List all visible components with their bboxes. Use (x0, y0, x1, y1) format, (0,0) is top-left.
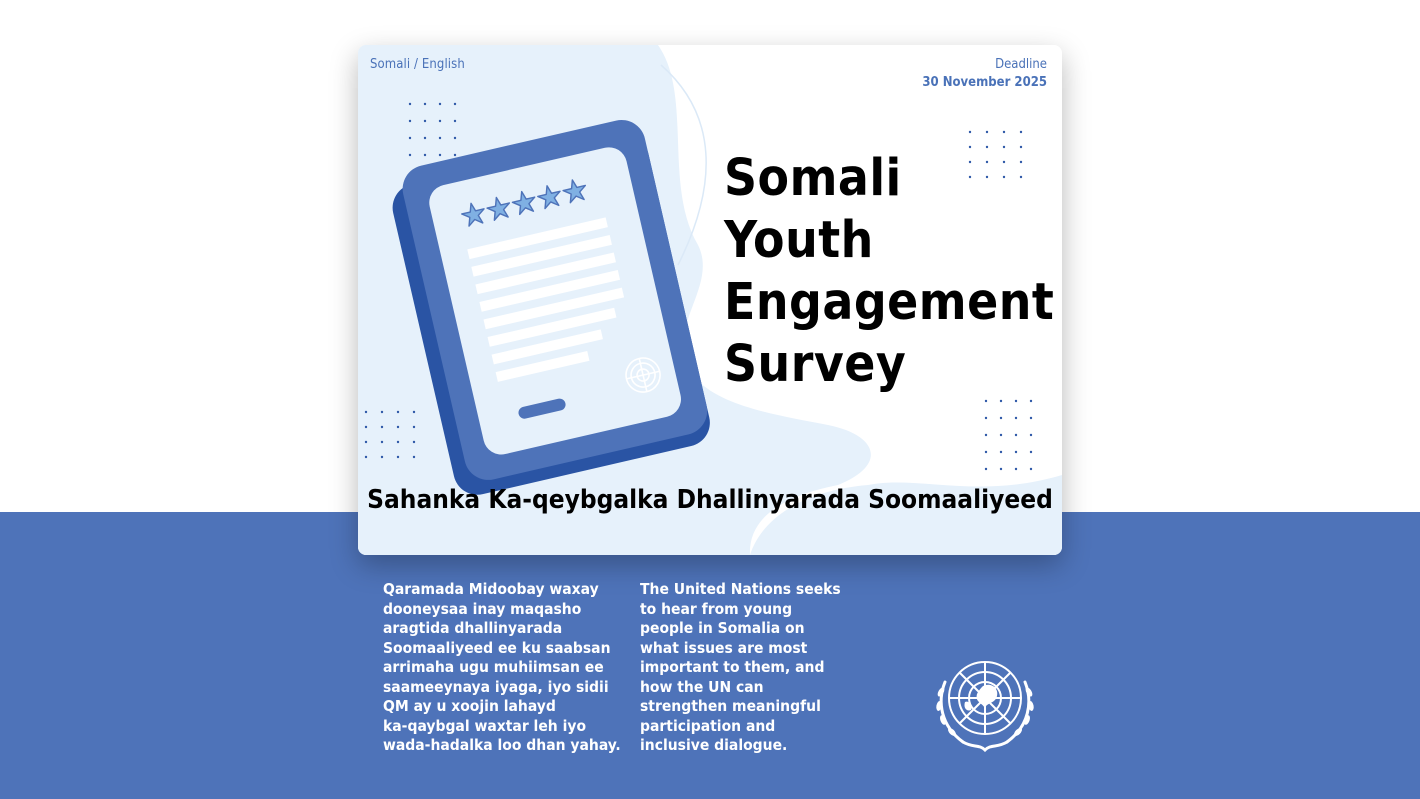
text-line: what issues are most (640, 638, 808, 657)
text-line: participation and (640, 716, 776, 735)
english-description (640, 580, 845, 756)
un-emblem-icon (925, 652, 1045, 756)
text-line: ka-qaybgal waxtar leh iyo (383, 716, 587, 735)
text-line: wada-hadalka loo dhan yahay. (383, 736, 621, 754)
text-line: dooneysaa inay maqasho (383, 599, 582, 618)
somali-subtitle: Sahanka Ka-qeybgalka Dhallinyarada Soomaaliyeed (367, 485, 1053, 515)
deadline-block (922, 57, 1047, 90)
text-line: aragtida dhallinyarada (383, 619, 563, 637)
title-line: Youth (724, 211, 874, 270)
title-line: Somali (724, 149, 902, 208)
survey-card (358, 45, 1062, 555)
text-line: saameeynaya iyaga, iyo sidii (383, 677, 609, 696)
text-line: QM ay u xoojin lahayd (383, 697, 556, 715)
text-line: arrimaha ugu muhiimsan ee (383, 658, 604, 676)
text-line: to hear from young (640, 599, 793, 618)
title-line: Survey (724, 335, 907, 394)
text-line: people in Somalia on (640, 619, 805, 637)
language-label: Somali / English (370, 57, 465, 72)
deadline-date: 30 November 2025 (922, 75, 1047, 90)
survey-title (724, 148, 1054, 396)
deadline-label: Deadline (995, 57, 1047, 72)
text-line: Qaramada Midoobay waxay (383, 580, 599, 598)
text-line: important to them, and (640, 658, 825, 676)
text-line: inclusive dialogue. (640, 736, 788, 754)
title-line: Engagement (724, 273, 1055, 332)
text-line: how the UN can (640, 677, 764, 696)
dot-grid-bottom-right (985, 400, 1032, 470)
text-line: Soomaaliyeed ee ku saabsan (383, 638, 611, 657)
somali-description (383, 580, 623, 756)
text-line: The United Nations seeks (640, 580, 841, 598)
text-line: strengthen meaningful (640, 697, 821, 715)
